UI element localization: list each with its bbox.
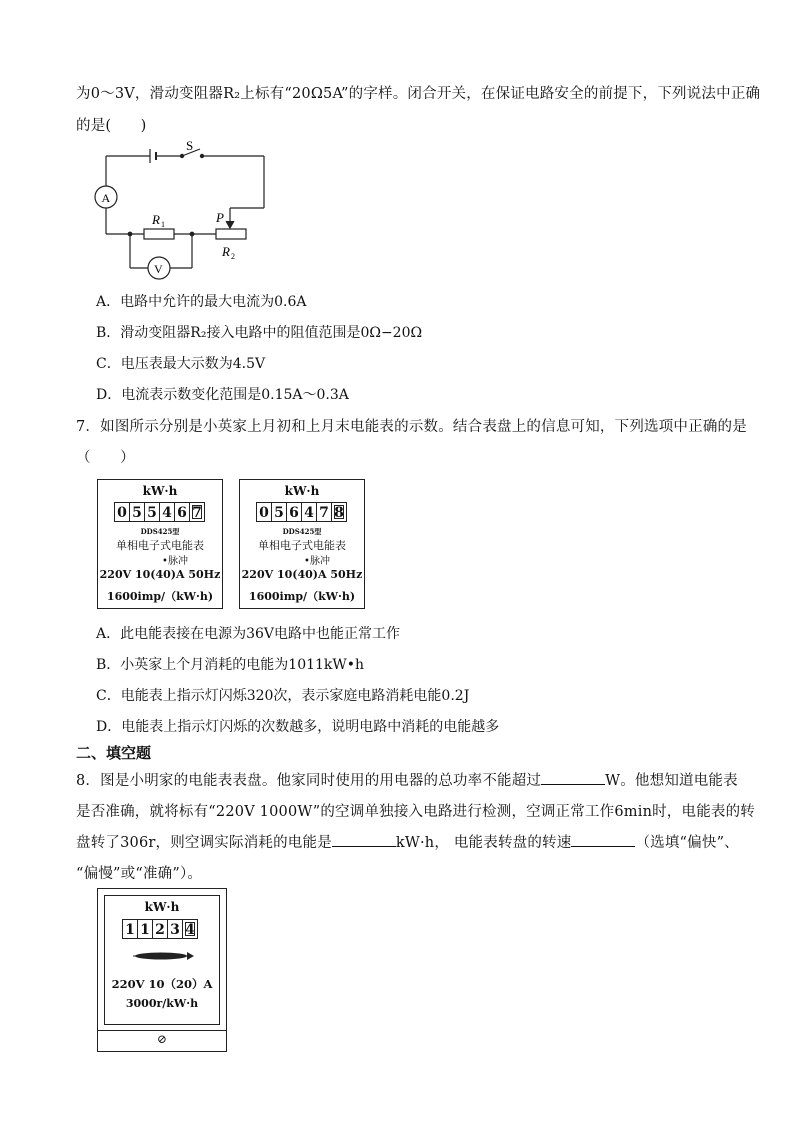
meter-rating: 220V 10(40)A 50Hz: [241, 568, 363, 581]
meter-digit: 6: [174, 502, 190, 522]
meter-digits: [123, 919, 198, 939]
q6-stem-line2: 的是( ): [76, 118, 147, 134]
meter-digit: 5: [129, 502, 145, 522]
meter-digit: 4: [301, 502, 317, 522]
meter-digit: 0: [114, 502, 130, 522]
meter-unit: kW·h: [284, 484, 320, 498]
terminal-screw-icon: ⊘: [156, 1032, 168, 1046]
switch-label: S: [186, 138, 194, 153]
q8-text-1b: W。他想知道电能表: [605, 773, 738, 789]
meter-digit: 5: [271, 502, 287, 522]
rotating-disc-icon: [131, 949, 195, 963]
meter-digits: [257, 502, 347, 522]
meter-constant: 1600imp/（kW·h): [248, 590, 356, 603]
q7-stem-line2: （ ）: [76, 450, 135, 466]
meter-digit-decimal: 7: [189, 502, 205, 522]
meter-name: 单相电子式电能表: [258, 539, 346, 552]
meter-constant: 1600imp/（kW·h): [106, 590, 214, 603]
r1-subscript: 1: [161, 220, 165, 229]
energy-meter-end: [239, 479, 365, 609]
meter-pulse: •脉冲: [162, 556, 188, 567]
meter-name: 单相电子式电能表: [116, 539, 204, 552]
voltmeter-label: V: [154, 262, 163, 276]
q8-stem-line2: 是否准确，就将标有“220V 1000W”的空调单独接入电路进行检测，空调正常工作6min时，电能表的转: [76, 804, 756, 820]
meter-model: DDS425型: [140, 527, 180, 536]
meter-digit: 7: [316, 502, 332, 522]
meter-divider: [98, 1030, 226, 1031]
q8-blank-energy[interactable]: [332, 832, 396, 847]
q8-blank-speed[interactable]: [571, 832, 635, 847]
meter-digit: 1: [137, 919, 153, 939]
q8-text-1a: 8．图是小明家的电能表表盘。他家同时使用的用电器的总功率不能超过: [76, 773, 542, 789]
q7-option-c: C．电能表上指示灯闪烁320次，表示家庭电路消耗电能0.2J: [96, 688, 470, 704]
section-title: 二、填空题: [76, 744, 152, 762]
q6-option-b: B．滑动变阻器R₂接入电路中的阻值范围是0Ω−20Ω: [96, 325, 423, 341]
meter-digit: 3: [167, 919, 183, 939]
q8-text-3a: 盘转了306r，则空调实际消耗的电能是: [76, 835, 332, 851]
r2-subscript: 2: [231, 252, 235, 261]
meter-digit: 2: [152, 919, 168, 939]
q8-text-3c: （选填“偏快”、: [635, 835, 739, 851]
meter-unit: kW·h: [144, 900, 180, 914]
q8-stem-line3: [76, 831, 739, 852]
q6-stem-line1: 为0～3V，滑动变阻器R₂上标有“20Ω5A”的字样。闭合开关，在保证电路安全的前提下，下列说法中正确: [76, 86, 761, 102]
meter-digit: 6: [286, 502, 302, 522]
meter-digit: 0: [256, 502, 272, 522]
meter-digits: [115, 502, 205, 522]
q7-option-a: A．此电能表接在电源为36V电路中也能正常工作: [96, 626, 401, 642]
meter-rating: 220V 10（20）A: [111, 977, 213, 991]
ammeter-label: A: [101, 191, 111, 205]
q6-option-a: A．电路中允许的最大电流为0.6A: [96, 294, 307, 310]
meter-constant: 3000r/kW·h: [125, 997, 199, 1010]
energy-meter-q8: [97, 888, 227, 1052]
r1-label: R: [152, 212, 160, 227]
r1-resistor: [144, 229, 174, 239]
meter-unit: kW·h: [142, 484, 178, 498]
q6-option-d: D．电流表示数变化范围是0.15A～0.3A: [96, 387, 349, 403]
meter-digit: 1: [122, 919, 138, 939]
q7-option-b: B．小英家上个月消耗的电能为1011kW•h: [96, 657, 365, 673]
meter-digit: 5: [144, 502, 160, 522]
meter-pulse: •脉冲: [304, 556, 330, 567]
r2-resistor: [216, 229, 246, 239]
q8-blank-power[interactable]: [541, 770, 605, 785]
q8-stem-line1: [76, 769, 738, 790]
meter-digit-decimal: 4: [182, 919, 198, 939]
q7-stem-line1: 7．如图所示分别是小英家上月初和上月末电能表的示数。结合表盘上的信息可知，下列选项中正确的是: [76, 419, 747, 435]
meter-face: [104, 895, 220, 1025]
energy-meter-start: [97, 479, 223, 609]
q7-option-d: D．电能表上指示灯闪烁的次数越多，说明电路中消耗的电能越多: [96, 719, 500, 735]
r2-label: R: [222, 244, 230, 259]
q8-text-3b: kW·h， 电能表转盘的转速: [395, 835, 572, 851]
circuit-diagram: [88, 136, 278, 286]
meter-digit-decimal: 8: [331, 502, 347, 522]
q8-stem-line4: “偏慢”或“准确”）。: [76, 866, 203, 882]
meter-digit: 4: [159, 502, 175, 522]
meter-rating: 220V 10(40)A 50Hz: [99, 568, 221, 581]
slider-label: P: [216, 210, 224, 225]
meter-model: DDS425型: [282, 527, 322, 536]
q6-option-c: C．电压表最大示数为4.5V: [96, 356, 266, 372]
